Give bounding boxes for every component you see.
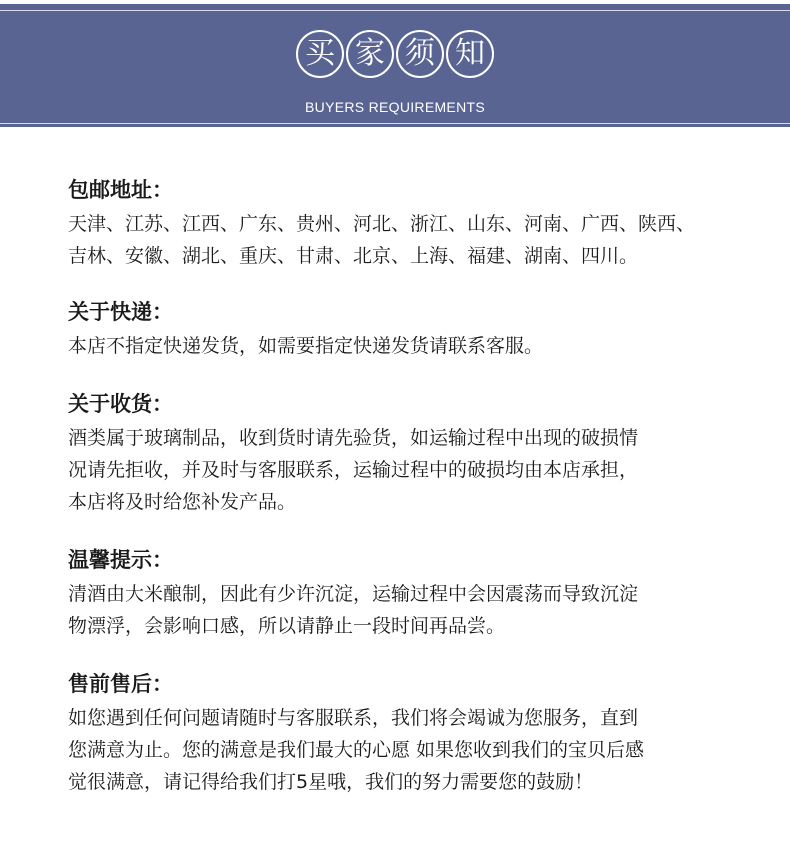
banner-top-rule [0, 10, 790, 11]
notice-content [68, 172, 738, 798]
section-line: 本店将及时给您补发产品。 [68, 491, 297, 513]
section-receiving [68, 386, 738, 518]
title-char-1: 买 [296, 30, 344, 78]
section-after-sales [68, 666, 738, 798]
page-title [0, 30, 790, 78]
section-line: 物漂浮，会影响口感，所以请静止一段时间再品尝。 [68, 615, 506, 637]
title-char-3: 须 [396, 30, 444, 78]
banner-bottom-rule [0, 123, 790, 124]
section-free-shipping [68, 172, 738, 272]
section-line: 本店不指定快递发货，如需要指定快递发货请联系客服。 [68, 335, 544, 357]
section-line: 如您遇到任何问题请随时与客服联系，我们将会竭诚为您服务，直到 [68, 707, 639, 729]
section-line: 清酒由大米酿制，因此有少许沉淀，运输过程中会因震荡而导致沉淀 [68, 583, 639, 605]
header-banner [0, 4, 790, 127]
section-title: 温馨提示： [68, 548, 173, 572]
section-line: 酒类属于玻璃制品，收到货时请先验货，如运输过程中出现的破损情 [68, 427, 639, 449]
section-line: 天津、江苏、江西、广东、贵州、河北、浙江、山东、河南、广西、陕西、 [68, 213, 696, 235]
page-subtitle: BUYERS REQUIREMENTS [305, 99, 485, 115]
section-line: 觉很满意，请记得给我们打5星哦，我们的努力需要您的鼓励！ [68, 771, 594, 793]
title-char-2: 家 [346, 30, 394, 78]
section-title: 包邮地址： [68, 178, 173, 202]
section-express [68, 294, 738, 362]
section-tips [68, 542, 738, 642]
section-line: 吉林、安徽、湖北、重庆、甘肃、北京、上海、福建、湖南、四川。 [68, 245, 639, 267]
section-title: 售前售后： [68, 672, 173, 696]
section-title: 关于收货： [68, 392, 173, 416]
section-line: 您满意为止。您的满意是我们最大的心愿 如果您收到我们的宝贝后感 [68, 739, 645, 761]
section-line: 况请先拒收，并及时与客服联系，运输过程中的破损均由本店承担， [68, 459, 639, 481]
title-char-4: 知 [446, 30, 494, 78]
section-title: 关于快递： [68, 300, 173, 324]
